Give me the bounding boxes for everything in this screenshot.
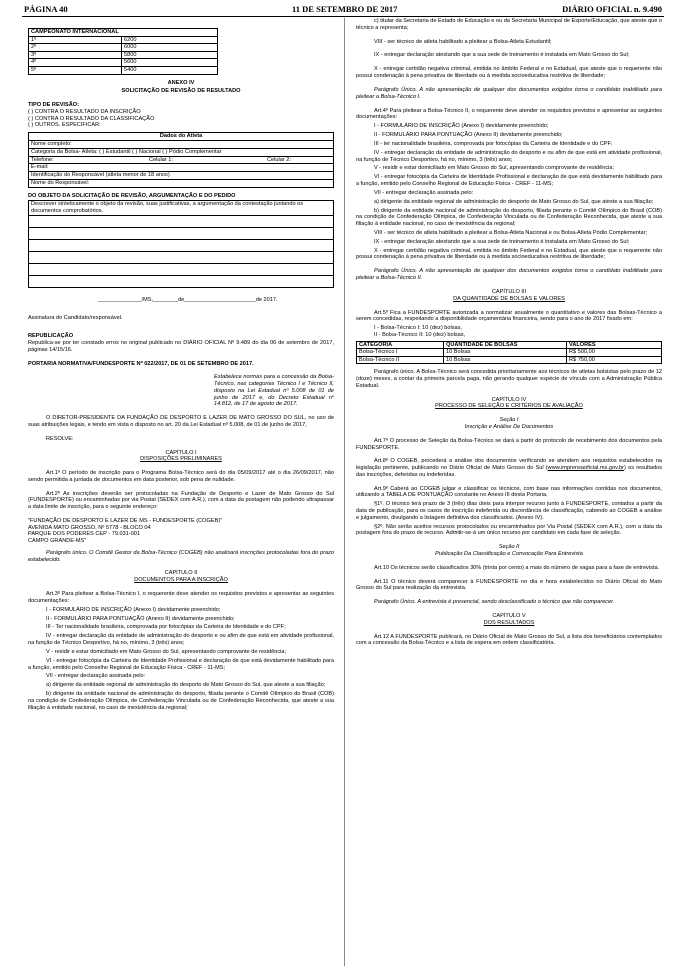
- right-column: [356, 18, 662, 966]
- address-line: PARQUE DOS PODERES CEP - 79.031-001: [28, 531, 141, 538]
- revision-option[interactable]: ( ) CONTRA O RESULTADO DA INSCRIÇÃO: [28, 109, 141, 116]
- column-header: CATEGORIA: [357, 341, 444, 349]
- annex-title: ANEXO IV: [167, 79, 195, 86]
- ranking-place: 2º: [29, 44, 122, 52]
- category-field[interactable]: Categoria da Bolsa- Atleta: ( ) Estudantil ( ) Nacional ( ) Pódio Complementar: [29, 149, 333, 157]
- paragraph-unique: Parágrafo Único. A não apresentação de qualquer dos documentos exigidos torna o candidato inabilitado para pleitear a Bolsa-Técnico I.: [356, 86, 662, 100]
- list-item: II - Bolsa-Técnico II: 10 (dez) bolsas,: [374, 331, 466, 338]
- bolsa-table: [356, 341, 662, 365]
- table-row: [29, 59, 218, 67]
- object-description-box[interactable]: [28, 200, 334, 288]
- table-row: [29, 44, 218, 52]
- revision-type-title: TIPO DE REVISÃO:: [28, 102, 79, 109]
- form-title: Dados do Atleta: [29, 133, 333, 141]
- table-row: [357, 356, 662, 364]
- list-item: II - FORMULÁRIO PARA PONTUAÇÃO (Anexo II) devidamente preenchido;: [46, 615, 235, 622]
- table-cell: 10 Bolsas: [444, 349, 567, 357]
- resolve-label: RESOLVE:: [46, 435, 74, 442]
- republication-text: Republica-se por ter constado erros no original publicado no DIÁRIO OFICIAL Nº 9.489 do dia 06 de setembro de 2017, páginas 14/15/16.: [28, 339, 334, 353]
- list-item: VI - entregar fotocópia da Carteira de Identidade Profissional e declaração de que está devidamente habilitado para a função, emitido pelo Conselho Regional de Educação Física - CREF - 11-MS;: [356, 174, 662, 188]
- article-8-text-end: ) os resultados das inscrições, deferidas ou indeferidas.: [356, 465, 662, 478]
- blank-line[interactable]: [29, 276, 333, 287]
- blank-line[interactable]: [29, 228, 333, 240]
- table-cell: Bolsa-Técnico I: [357, 349, 444, 357]
- phone-field[interactable]: Telefone:: [31, 156, 54, 163]
- list-item: a) dirigente da entidade regional de administração do desporto de Mato Grosso do Sul, que ateste a sua filiação;: [374, 198, 654, 205]
- cell2-field[interactable]: Celular 2:: [267, 156, 291, 163]
- list-item: III - ter nacionalidade brasileira, comprovada por fotocópias da Carteira de Identidade e do CPF;: [374, 140, 613, 147]
- article-11: Art.11 O técnico deverá comparecer à FUNDESPORTE no dia e hora estabelecidos no Diário Oficial do Mato Grosso do Sul para realização da entrevista.: [356, 578, 662, 592]
- ranking-points: 6000: [122, 44, 218, 52]
- list-item: b) dirigente da entidade nacional de administração do desporto, filiada perante o Comitê Olímpico do Brasil (COB) na condição de Confederação Olímpica, de Confederação Vinculada ou de Confederação Reconhecida, que ateste a sua filiação à entidade nacional, no caso de inexistência da regional;: [356, 207, 662, 228]
- ranking-points: 5800: [122, 51, 218, 59]
- chapter-title: CAPÍTULO IV: [491, 396, 527, 403]
- page-header: [22, 2, 664, 17]
- table-row: [29, 66, 218, 74]
- list-item: IV - entregar declaração da entidade de administração do desporto e ou afim de que está em atividade profissional, na função de Técnico Desportivo, há no, mínimo, 3 (três) anos;: [28, 633, 334, 647]
- table-row: [29, 36, 218, 44]
- list-item: VII - entregar declaração assinada pelo:: [374, 189, 474, 196]
- ranking-points: 6200: [122, 36, 218, 44]
- page-date: 11 DE SETEMBRO DE 2017: [292, 4, 398, 14]
- list-item: V - residir e estar domiciliado em Mato Grosso do Sul, apresentando comprovante de residência;: [46, 648, 287, 655]
- article-5: Art.5º Fica a FUNDESPORTE autorizada a normatizar anualmente o quantitativo e valores das Bolsas-Técnico a serem concedidas, respeitando a disponibilidade orçamentária financeira, sendo para o ano de 2017 fixado em:: [356, 309, 662, 323]
- section-subtitle: Inscrição e Análise De Documentos: [464, 423, 554, 430]
- date-ms: /MS,: [141, 297, 154, 304]
- signature-label: Assinatura do Candidato/responsável.: [28, 315, 123, 322]
- list-item: III - Ter nacionalidade brasileira, comprovada por fotocópias da Carteira de Identidade e do CPF;: [46, 624, 286, 631]
- imprensa-link[interactable]: www.imprensaoficial.ms.gov.br: [547, 465, 625, 472]
- list-item: IX - entregar declaração atestando que a sua sede de treinamento é instalada em Mato Grosso do Sul;: [374, 52, 630, 59]
- email-field[interactable]: E-mail:: [29, 164, 333, 172]
- cell1-field[interactable]: Celular 1:: [149, 156, 173, 163]
- object-description-text: Descrever sinteticamente o objeto da revisão, suas justificativas, a argumentação da contestação juntando os documentos comprobatórios.: [29, 201, 333, 216]
- left-column: [28, 18, 334, 966]
- ranking-place: 3º: [29, 51, 122, 59]
- article-4: Art.4º Para pleitear a Bolsa-Técnico II, o requerente deve atender os requisitos previstos e apresentar as seguintes documentações:: [356, 107, 662, 121]
- page-number: PÁGINA 40: [24, 4, 68, 14]
- article-8: [356, 458, 662, 478]
- blank-line[interactable]: [29, 264, 333, 276]
- list-item: VIII - ser técnico de atleta habilitado a pleitear a Bolsa-Atleta Estudantil;: [374, 38, 552, 45]
- blank-line[interactable]: [29, 216, 333, 228]
- chapter-title: CAPÍTULO V: [492, 613, 526, 620]
- ranking-title: CAMPEONATO INTERNACIONAL: [29, 29, 218, 37]
- list-item: b) dirigente da entidade nacional de administração do desporto, filiada perante o Comitê Olímpico do Brasil (COB) na condição de Confederação Olímpica, de Confederação Vinculada ou de Confederação Reconhecida, que ateste a sua filiação à entidade nacional, no caso de inexistência da regional;: [28, 691, 334, 711]
- journal-title: DIÁRIO OFICIAL n. 9.490: [562, 4, 662, 14]
- table-cell: R$ 750,00: [567, 356, 662, 364]
- column-header: QUANTIDADE DE BOLSAS: [444, 341, 567, 349]
- chapter-subtitle: PROCESSO DE SELEÇÃO E CRITÉRIOS DE AVALIAÇÃO: [435, 403, 583, 410]
- section-subtitle: Publicação Da Classificação e Convocação Para Entrevista: [435, 550, 583, 557]
- object-title: DO OBJETO DA SOLICITAÇÃO DE REVISÃO, ARGUMENTAÇÃO E DO PEDIDO: [28, 192, 236, 199]
- list-item: VI - entregar fotocópia da Carteira de Identidade Profissional e declaração de que está devidamente habilitado para a função, emitido pelo Conselho Regional de Educação Física - CREF - 11-MS;: [28, 657, 334, 671]
- table-cell: R$ 500,00: [567, 349, 662, 357]
- chapter-title: CAPÍTULO III: [491, 288, 527, 295]
- article-7: Art.7º O processo de Seleção da Bolsa-Técnico se dará a partir do protocolo de recebimento dos documentos pela FUNDESPORTE.: [356, 437, 662, 451]
- name-field[interactable]: Nome completo:: [29, 141, 333, 149]
- chapter-subtitle: DISPOSIÇÕES PRELIMINARES: [140, 456, 222, 463]
- article-12: Art.12 A FUNDESPORTE publicará, no Diário Oficial de Mato Grosso do Sul, a lista dos beneficiários contemplados com a concessão da Bolsa-Técnico e a lista de espera em ordem classificatória.: [356, 633, 662, 647]
- athlete-data-form: [28, 132, 334, 188]
- address-line: CAMPO GRANDE-MS": [28, 538, 87, 545]
- ranking-place: 5º: [29, 66, 122, 74]
- paragraph-unique: Parágrafo único. A Bolsa-Técnico será concedida prioritariamente aos técnicos de atletas bolsistas pelo prazo de 12 (doze) meses, a contar da primeira parcela paga, não gerando qualquer espécie de vínculo com a Administração Pública Estadual.: [356, 369, 662, 389]
- list-item: IX - entregar declaração atestando que a sua sede de treinamento é instalada em Mato Grosso do Sul;: [374, 238, 630, 245]
- chapter-subtitle: DA QUANTIDADE DE BOLSAS E VALORES: [453, 295, 565, 302]
- table-cell: 10 Bolsas: [444, 356, 567, 364]
- responsible-name-field[interactable]: Nome do Responsável:: [31, 179, 90, 186]
- address-line: AVENIDA MATO GROSSO, Nº 5778 - BLOCO 04: [28, 524, 151, 531]
- chapter-title: CAPÍTULO II: [164, 570, 198, 577]
- article-2: Art.2º As inscrições deverão ser protocoladas na Fundação de Desporto e Lazer de Mato Grosso do Sul (FUNDESPORTE) ou encaminhadas por via Postal (SEDEX com A.R.), com a data da postagem não podendo ultrapassar a data limite de inscrição, para o seguinte endereço:: [28, 490, 334, 511]
- phone-row: [29, 157, 333, 165]
- article-9: Art.9º Caberá ao COGEB julgar e classificar os técnicos, com base nas informações contidas nos documentos, utilizando a TABELA DE PONTUAÇÃO constante no Anexo III desta Portaria.: [356, 485, 662, 499]
- article-10: Art.10 Os técnicos serão classificados 30% (trinta por cento) a mais do número de vagas para a fase de entrevista.: [374, 564, 660, 571]
- responsible-id: Identificação do Responsável (atleta menor de 18 anos): [29, 172, 333, 180]
- table-row: [29, 51, 218, 59]
- paragraph-unique: Parágrafo Único. A entrevista é presencial, sendo desclassificado o técnico que não comparecer.: [374, 599, 615, 606]
- chapter-subtitle: DOS RESULTADOS: [483, 619, 535, 626]
- article-8-text: Art.8º O COGEB, procederá a análise dos documentos verificando se atendem aos requisitos estabelecidos na legislação pertinente, publicando no Diário Oficial de Mato Grosso do Sul (: [356, 458, 662, 472]
- table-cell: Bolsa-Técnico II: [357, 356, 444, 364]
- portaria-summary: Estabelece normas para a concessão da Bolsa-Técnico, nas categorias Técnico I e Técnico II, disposto na Lei Estadual nº 5.008 de 01 de junho de 2017 e, do Decreto Estadual nº 14.812, de 17 de agosto de 2017.: [214, 374, 334, 408]
- list-item: IV - entregar declaração da entidade de administração do desporto e ou afim de que está em atividade profissional, na função de Técnico Desportivo, há no, mínimo, 3 (três) anos;: [356, 149, 662, 163]
- republication-title: REPUBLICAÇÃO: [28, 333, 74, 340]
- list-item: a) dirigente da entidade regional de administração do desporto de Mato Grosso do Sul, que ateste a sua filiação;: [46, 682, 326, 689]
- list-item: V - residir e estar domiciliado em Mato Grosso do Sul, apresentando comprovante de residência;: [374, 165, 615, 172]
- annex-subtitle: SOLICITAÇÃO DE REVISÃO DE RESULTADO: [121, 88, 241, 95]
- section-title: Seção I: [499, 417, 519, 424]
- address-line: "FUNDAÇÃO DE DESPORTO E LAZER DE MS - FUNDESPORTE (COGEB)": [28, 518, 223, 525]
- list-item: II - FORMULÁRIO PARA PONTUAÇÃO (Anexo II) devidamente preenchido;: [374, 132, 563, 139]
- table-row: [357, 349, 662, 357]
- list-item: I - Bolsa-Técnico I: 10 (dez) bolsas,: [374, 325, 462, 332]
- chapter-title: CAPÍTULO I: [165, 449, 197, 456]
- article-3: Art.3º Para pleitear a Bolsa-Técnico I, o requerente deve atender os requisitos previstos e apresentar as seguintes documentações:: [28, 591, 334, 604]
- list-item: X - entregar certidão negativa criminal, emitida no âmbito Federal e no Estadual, que ateste que o requerente não possui condenação à pena privativa de liberdade ou à medida socioeducativa restritiva de liberdade;: [356, 66, 662, 80]
- list-item: X - entregar certidão negativa criminal, emitida no âmbito Federal e no Estadual, que ateste que o requerente não possui condenação à pena privativa de liberdade ou à medida socioeducativa restritiva de liberdade;: [356, 247, 662, 261]
- list-item: c) titular da Secretaria de Estado de Educação e ou da Secretaria Municipal de Esporte/Educação, que ateste que o técnico a representa;: [356, 18, 662, 31]
- date-de: de: [177, 297, 185, 304]
- chapter-subtitle: DOCUMENTOS PARA A INSCRIÇÃO: [134, 577, 228, 584]
- paragraph-1: §1º. O técnico terá prazo de 3 (três) dias úteis para interpor recurso junto à FUNDESPORTE, contados a partir da data de publicação, para os casos de inscrição indeferida ou discordância de classificação, cabendo ao COGEB a análise e julgamento, divulgando a listagem definitiva dos classificados. (Anexo IV).: [356, 501, 662, 521]
- column-header: VALORES: [567, 341, 662, 349]
- ranking-points: 5600: [122, 59, 218, 67]
- blank-line[interactable]: [29, 252, 333, 264]
- list-item: I - FORMULÁRIO DE INSCRIÇÃO (Anexo I) devidamente preenchido;: [374, 123, 549, 130]
- ranking-place: 4º: [29, 59, 122, 67]
- date-year: de 2017.: [255, 297, 278, 304]
- paragraph-unique: Parágrafo Único. A não apresentação de qualquer dos documentos exigidos torna o candidato inabilitado para pleitear a Bolsa-Técnico II.: [356, 268, 662, 282]
- date-line: ______________/MS,________de_______________________de 2017.: [98, 297, 278, 304]
- blank-line[interactable]: [29, 240, 333, 252]
- article-1: Art.1º O período de inscrição para o Programa Bolsa-Técnico será do dia 05/09/2017 até o dia 26/09/2017, não sendo permitida a juntada de documentos em data posterior, sob pena de nulidade.: [28, 470, 334, 483]
- paragraph-2: §2º. Não serão aceitos recursos protocolados ou encaminhados por Via Postal (SEDEX com A.R.), com a data da postagem fora do prazo de recurso. Admitir-se-á um único recurso por candidato em cada fase de seleção.: [356, 523, 662, 537]
- paragraph-unique: Parágrafo único. O Comitê Gestor da Bolsa-Técnico (COGEB) não analisará inscrições protocoladas fora do prazo estabelecido.: [28, 549, 334, 563]
- column-divider: [344, 18, 345, 966]
- revision-option[interactable]: ( ) CONTRA O RESULTADO DA CLASSIFICAÇÃO: [28, 115, 155, 122]
- ranking-points: 5400: [122, 66, 218, 74]
- director-paragraph: O DIRETOR-PRESIDENTE DA FUNDAÇÃO DE DESPORTO E LAZER DE MATO GROSSO DO SUL, no uso de suas atribuições legais, e tendo em vista o disposto no art. 20 da Lei Estadual nº 5.008, de 01 de junho de 2017,: [28, 415, 334, 428]
- revision-option[interactable]: ( ) OUTROS. ESPECIFICAR:: [28, 122, 101, 129]
- list-item: I - FORMULÁRIO DE INSCRIÇÃO (Anexo I) devidamente preenchido;: [46, 606, 221, 613]
- list-item: VIII - ser técnico de atleta habilitado a pleitear a Bolsa-Atleta Nacional e ou Bolsa-Atleta Pódio Complementar;: [374, 229, 648, 236]
- portaria-title: PORTARIA NORMATIVA/FUNDESPORTE Nº 022/2017, DE 01 DE SETEMBRO DE 2017.: [28, 360, 254, 367]
- ranking-table: [28, 28, 218, 75]
- list-item: VII - entregar declaração assinada pelo:: [46, 673, 146, 680]
- ranking-place: 1º: [29, 36, 122, 44]
- section-title: Seção II: [498, 544, 520, 551]
- table-header: [357, 341, 662, 349]
